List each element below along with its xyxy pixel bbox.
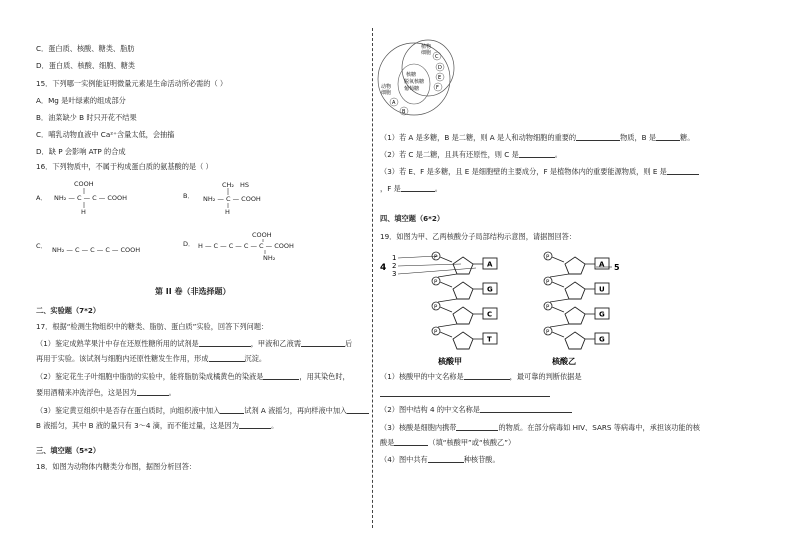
answer-blank[interactable]: [576, 133, 620, 141]
answer-blank[interactable]: [401, 184, 435, 192]
yi-name: 核酸乙: [552, 357, 576, 366]
label-2: 2: [392, 262, 397, 270]
jia-phosphate-label: P: [434, 304, 438, 311]
q14-option-d: D．蛋白质、核酸、细胞、糖类: [36, 61, 135, 70]
answer-blank[interactable]: [220, 406, 244, 414]
venn-plant: 植物: [421, 44, 432, 50]
answer-blank[interactable]: [519, 150, 555, 158]
jia-base-A: A: [487, 260, 493, 269]
q17-2-line2: 要用酒精来冲洗浮色，这是因为 。: [36, 388, 176, 397]
yi-base-A: A: [599, 260, 605, 269]
nucleic-acid-diagram: [376, 246, 636, 368]
q19-2: （2）图中结构 4 的中文名称是: [380, 405, 572, 414]
jia-pentose-3: [453, 307, 473, 324]
jia-pentose-4: [453, 332, 473, 349]
strand-jia: [432, 252, 497, 349]
venn-animal-cell: 细胞: [381, 90, 392, 96]
answer-blank[interactable]: [667, 167, 699, 175]
h-bottom: H: [225, 208, 230, 216]
answer-blank[interactable]: [394, 438, 428, 446]
venn-e: E: [438, 75, 442, 81]
jia-base-G: G: [487, 285, 493, 294]
jia-phosphate-label: P: [434, 254, 438, 261]
jia-name: 核酸甲: [438, 357, 462, 366]
venn-animal: 动物: [381, 84, 392, 90]
option-d-label: D．: [183, 240, 195, 248]
yi-pentose-4: [565, 332, 585, 349]
q19-3-line1: （3）核酸是细胞内携带 的物质。在部分病毒如 HIV、SARS 等病毒中，承担该功能的核: [380, 423, 700, 432]
answer-blank[interactable]: [380, 389, 550, 397]
answer-blank[interactable]: [209, 354, 245, 362]
jia-phosphate-label: P: [434, 329, 438, 336]
q19-stem: 19．如图为甲、乙两核酸分子局部结构示意图，请据图回答：: [380, 232, 577, 241]
answer-blank[interactable]: [456, 423, 498, 431]
amino-acid-bonds: [0, 0, 376, 300]
jia-pentose-2: [453, 282, 473, 299]
q17-3-line1: （3）鉴定黄豆组织中是否存在蛋白质时，向组织液中加入 试剂 A 液摇匀，再向样液中加入: [36, 406, 369, 415]
yi-pentose-3: [565, 307, 585, 324]
q17-3-line2: B 液摇匀，其中 B 液的量只有 3～4 滴，而不能过量，这是因为 。: [36, 421, 279, 430]
label-5: 5: [614, 263, 620, 272]
right-column: [376, 0, 794, 550]
option-a-label: A．: [36, 194, 47, 202]
yi-phosphate-label: P: [546, 279, 550, 286]
option-c-label: C．: [36, 242, 48, 250]
q19-3-line2: 酸是 （填“核酸甲”或“核酸乙”）: [380, 438, 516, 447]
strand-yi: [544, 252, 609, 349]
option-b-label: B．: [183, 192, 194, 200]
answer-blank[interactable]: [199, 339, 251, 347]
q19-1-answer-line: [380, 389, 550, 398]
venn-d: D: [438, 65, 442, 71]
yi-phosphate-label: P: [546, 254, 550, 261]
jia-base-T: T: [487, 335, 492, 344]
venn-plant-cell: 细胞: [421, 50, 432, 56]
label-1: 1: [392, 254, 397, 262]
venn-a: A: [392, 100, 396, 106]
jia-base-C: C: [487, 310, 493, 319]
venn-nucleus: 核糖: [406, 72, 417, 78]
q18-1: （1）若 A 是多糖，B 是二糖，则 A 是人和动物细胞的重要的 物质，B 是 糖。: [380, 133, 695, 142]
yi-phosphate-label: P: [546, 304, 550, 311]
q15-option-b: B．油菜缺少 B 时只开花不结果: [36, 113, 137, 122]
q19-1: （1）核酸甲的中文名称是 ，最可靠的判断依据是: [380, 372, 582, 381]
q14-option-c: C．蛋白质、核酸、糖类、脂肪: [36, 44, 135, 53]
q18-2: （2）若 C 是二糖，且具有还原性，则 C 是 。: [380, 150, 562, 159]
q16-stem: 16．下列物质中，不属于构成蛋白质的氨基酸的是（ ）: [36, 162, 213, 171]
q17-1-line2: 再用于实验。该试剂与细胞内还原性糖发生作用，形成 沉淀。: [36, 354, 267, 363]
answer-blank[interactable]: [428, 455, 464, 463]
answer-blank[interactable]: [464, 372, 510, 380]
chain-c: NH₂ — C — C — C — COOH: [52, 246, 141, 254]
hs-group: HS: [240, 181, 250, 189]
answer-blank[interactable]: [656, 133, 680, 141]
q17-stem: 17．根据“检测生物组织中的糖类、脂肪、蛋白质”实验，回答下列问题：: [36, 322, 269, 331]
chain-a: NH₂ — C — C — COOH: [54, 194, 127, 202]
jia-phosphate-label: P: [434, 279, 438, 286]
q18-3-line2: ，F 是 。: [380, 184, 442, 193]
venn-b: B: [402, 109, 406, 115]
sugar-venn-diagram: [376, 36, 466, 118]
yi-base-G: G: [599, 310, 605, 319]
q17-2-line1: （2）鉴定花生子叶细胞中脂肪的实验中，能将脂肪染成橘黄色的染液是 ，用其染色时，: [36, 372, 350, 381]
venn-glucose: 葡萄糖: [404, 86, 420, 92]
h-bottom: H: [81, 208, 86, 216]
jia-pentose-1: [453, 257, 473, 274]
answer-blank[interactable]: [263, 372, 299, 380]
cooh-top: COOH: [74, 180, 94, 188]
q15-option-a: A．Mg 是叶绿素的组成部分: [36, 96, 126, 105]
label-3: 3: [392, 270, 397, 278]
yi-phosphate-label: P: [546, 329, 550, 336]
yi-base-G: G: [599, 335, 605, 344]
yi-pentose-2: [565, 282, 585, 299]
cooh-top: COOH: [252, 231, 272, 239]
answer-blank[interactable]: [347, 406, 369, 414]
label-4: 4: [380, 263, 387, 273]
section-4-heading: 四、填空题（6*2）: [380, 214, 445, 223]
section-2-heading: 二、实验题（7*2）: [36, 306, 101, 315]
q18-stem: 18．如图为动物体内糖类分布图，据图分析回答：: [36, 462, 197, 471]
answer-blank[interactable]: [137, 388, 169, 396]
venn-f: F: [436, 85, 439, 91]
venn-c: C: [435, 54, 439, 60]
q18-3-line1: （3）若 E、F 是多糖，且 E 是细胞壁的主要成分，F 是植物体内的重要能源物质，则 E 是: [380, 167, 699, 176]
answer-blank[interactable]: [239, 421, 271, 429]
venn-deoxy: 脱氧核糖: [404, 79, 425, 85]
q19-4: （4）图中共有 种核苷酸。: [380, 455, 500, 464]
ch2-hs: CH₂: [222, 181, 235, 189]
yi-base-U: U: [599, 285, 605, 294]
yi-pentose-1: [565, 257, 585, 274]
chain-d: H — C — C — C — C — COOH: [198, 242, 294, 250]
q15-option-c: C．哺乳动物血液中 Ca²⁺含量太低，会抽搐: [36, 130, 175, 139]
q15-option-d: D．缺 P 会影响 ATP 的合成: [36, 147, 126, 156]
part2-title: 第 II 卷（非选择题）: [155, 287, 231, 296]
section-3-heading: 三、填空题（5*2）: [36, 446, 101, 455]
q15-stem: 15．下列哪一实例能证明微量元素是生命活动所必需的（ ）: [36, 79, 228, 88]
chain-b: NH₂ — C — COOH: [203, 195, 261, 203]
answer-blank[interactable]: [301, 339, 345, 347]
nh2-bottom: NH₂: [263, 254, 276, 262]
q17-1-line1: （1）鉴定成熟苹果汁中存在还原性糖所用的试剂是 ，甲液和乙液需 后: [36, 339, 353, 348]
answer-blank[interactable]: [480, 405, 572, 413]
